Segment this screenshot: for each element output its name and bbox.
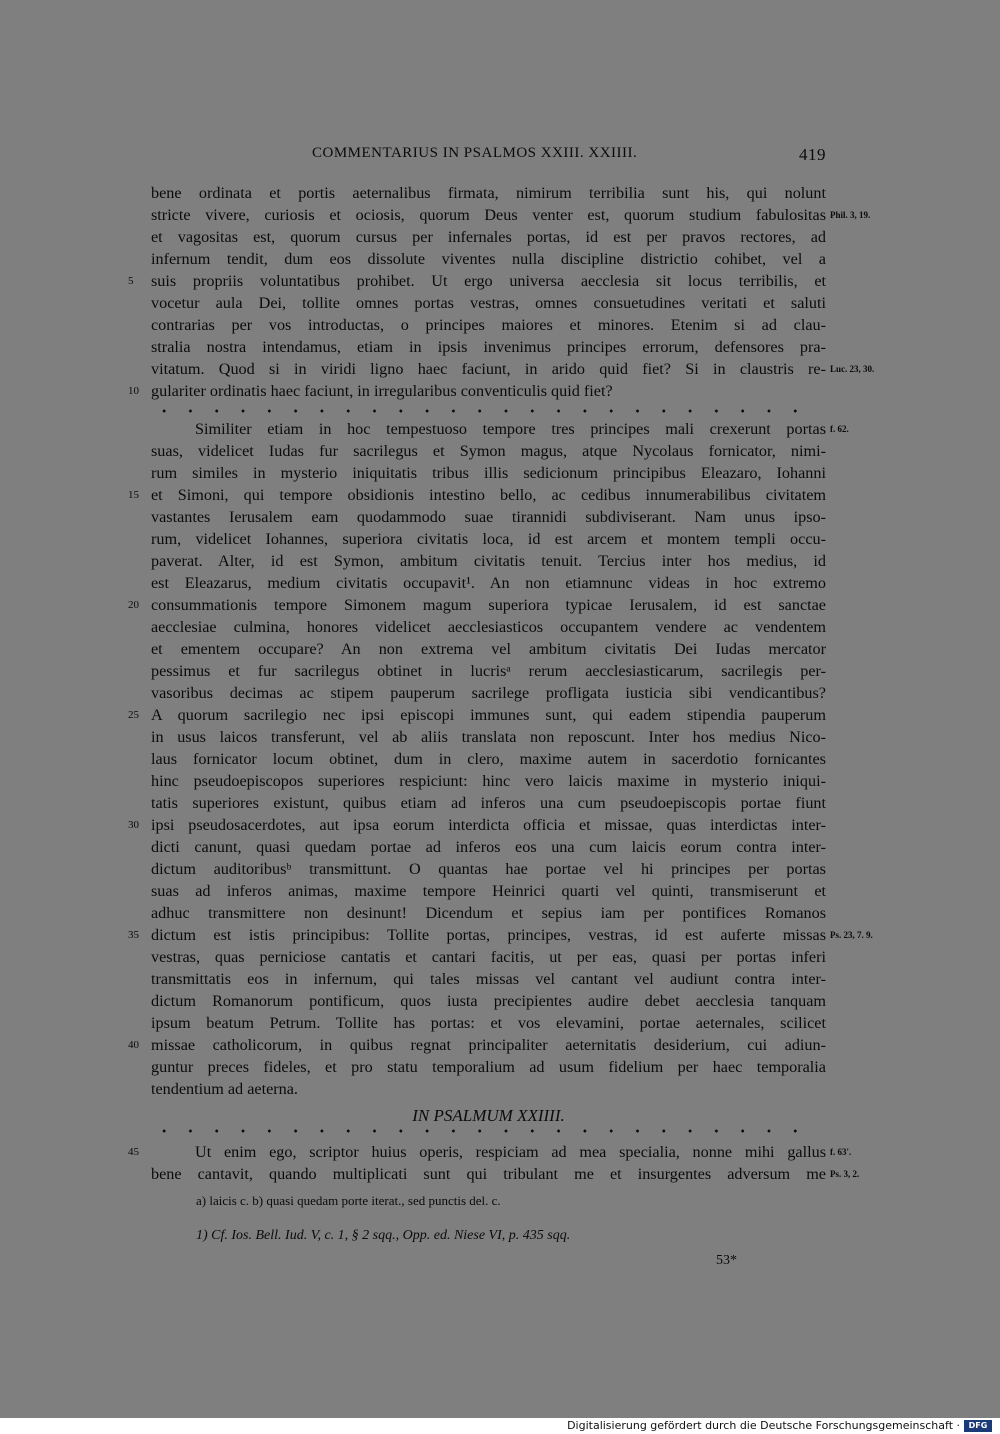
text-line: bene ordinata et portis aeternalibus firmata, nimirum terribilia sunt his, qui nolunt (151, 184, 826, 202)
line-number: 45 (128, 1146, 139, 1158)
text-line: vestras, quas perniciose cantatis et cantari facitis, ut per eas, quasi per portas inferi (151, 948, 826, 966)
text-line: in usus laicos transferunt, vel ab aliis translata non reposcunt. Inter hos medius Nico- (151, 728, 826, 746)
margin-reference: f. 63'. (830, 1147, 852, 1157)
text-line: paverat. Alter, id est Symon, ambitum civitatis tenuit. Tercius inter hos medius, id (151, 552, 826, 570)
omission-dots (151, 1126, 811, 1136)
text-line: Similiter etiam in hoc tempestuoso tempore tres principes mali crexerunt portas (195, 420, 826, 438)
margin-reference: f. 62. (830, 424, 849, 434)
text-line: et vagositas est, quorum cursus per infernales portas, id est per pravos rectores, ad (151, 228, 826, 246)
text-line: infernum tendit, dum eos dissolute viventes nulla discipline districtio cohibet, vel a (151, 250, 826, 268)
text-line: laus fornicator locum obtinet, dum in clero, maxime autem in sacerdotio fornicantes (151, 750, 826, 768)
text-line: rum, videlicet Iohannes, superiora civitatis loca, id est arcem et montem templi occu- (151, 530, 826, 548)
text-line: vitatum. Quod si in viridi ligno haec faciunt, in arido quid fiet? Si in claustris re- (151, 360, 826, 378)
critical-apparatus: a) laicis c. b) quasi quedam porte iterat., sed punctis del. c. (196, 1193, 501, 1208)
line-number: 30 (128, 819, 139, 831)
text-line: dictum Romanorum pontificum, quos iusta precipientes audire debet aecclesia tanquam (151, 992, 826, 1010)
text-line: dictum auditoribusᵇ transmittunt. O quantas hae portae vel hi principes per portas (151, 860, 826, 878)
footer-bar (0, 1418, 1000, 1434)
line-number: 10 (128, 385, 139, 397)
text-line: vasoribus decimas ac stipem pauperum sacrilege profligata iusticia sibi vendicantibus? (151, 684, 826, 702)
text-line: vastantes Ierusalem eam quodammodo suae tirannidi subdiviserant. Nam unus ipso- (151, 508, 826, 526)
text-line: et Simoni, qui tempore obsidionis intestino bello, ac cedibus innumerabilibus civitatem (151, 486, 826, 504)
text-line: stralia nostra intendamus, etiam in ipsis invenimus principes errorum, defensores pra- (151, 338, 826, 356)
margin-reference: Ps. 23, 7. 9. (830, 930, 873, 940)
text-line: et ementem occupare? An non extrema vel ambitum civitatis Dei Iudas mercator (151, 640, 826, 658)
text-line: adhuc transmittere non desinunt! Dicendum et sepius iam per pontifices Romanos (151, 904, 826, 922)
text-line: bene cantavit, quando multiplicati sunt qui tribulant me et insurgentes adversum me (151, 1165, 826, 1183)
text-line: ipsi pseudosacerdotes, aut ipsa eorum interdicta officia et missae, quas interdictas inter- (151, 816, 826, 834)
text-line: consummationis tempore Simonem magum superiora typicae Ierusalem, id est sanctae (151, 596, 826, 614)
signature-mark: 53* (716, 1253, 737, 1268)
margin-reference: Luc. 23, 30. (830, 364, 875, 374)
text-line: dicti canunt, quasi quedam portae ad inferos eos una cum laicis eorum contra inter- (151, 838, 826, 856)
line-number: 15 (128, 489, 139, 501)
text-line: missae catholicorum, in quibus regnat principaliter aeternitatis desiderium, cui adiun- (151, 1036, 826, 1054)
text-line: suis propriis voluntatibus prohibet. Ut ergo universa aecclesia sit locus terribilis, et (151, 272, 826, 290)
text-line: tatis superiores existunt, quibus etiam ad inferos una cum pseudoepiscopis portae fiunt (151, 794, 826, 812)
text-line: A quorum sacrilegio nec ipsi episcopi immunes sunt, qui eadem stipendia pauperum (151, 706, 826, 724)
margin-reference: Phil. 3, 19. (830, 210, 871, 220)
line-number: 5 (128, 275, 134, 287)
text-line: gulariter ordinatis haec faciunt, in irregularibus conventiculis quid fiet? (151, 382, 613, 400)
line-number: 35 (128, 929, 139, 941)
text-line: contrarias per vos introductas, o principes maiores et minores. Etenim si ad clau- (151, 316, 826, 334)
line-number: 25 (128, 709, 139, 721)
text-line-with-italic (151, 359, 826, 381)
text-line: Ut enim ego, scriptor huius operis, respiciam ad mea specialia, nonne mihi gallus (195, 1143, 826, 1161)
line-number: 40 (128, 1039, 139, 1051)
text-line: aecclesiae culmina, honores videlicet aecclesiasticos occupantem vendere ac vendentem (151, 618, 826, 636)
text-line: rum similes in mysterio iniquitatis tribus illis sedicionum principibus Eleazaro, Iohanni (151, 464, 826, 482)
source-footnote: 1) Cf. Ios. Bell. Iud. V, c. 1, § 2 sqq., Opp. ed. Niese VI, p. 435 sqq. (196, 1228, 571, 1243)
dfg-logo: DFG (964, 1420, 992, 1432)
text-line: est Eleazarus, medium civitatis occupavit¹. An non etiamnunc videas in hoc extremo (151, 574, 826, 592)
text-line: stricte vivere, curiosis et ociosis, quorum Deus venter est, quorum studium fabulositas (151, 206, 826, 224)
margin-reference: Ps. 3, 2. (830, 1169, 860, 1179)
text-line: suas ad inferos animas, maxime tempore Heinrici quarti vel quinti, transmiserunt et (151, 882, 826, 900)
footer-credit: Digitalisierung gefördert durch die Deutsche Forschungsgemeinschaft · (567, 1419, 960, 1432)
text-line: guntur preces fideles, et pro statu temporalium ad usum fidelium per haec temporalia (151, 1058, 826, 1076)
text-line: ipsum beatum Petrum. Tollite has portas: et vos elevamini, portae aeternales, scilicet (151, 1014, 826, 1032)
text-line: suas, videlicet Iudas fur sacrilegus et Symon magus, atque Nycolaus fornicator, nimi- (151, 442, 826, 460)
line-number: 20 (128, 599, 139, 611)
section-heading: IN PSALMUM XXIIII. (412, 1106, 565, 1125)
page-number: 419 (799, 145, 826, 164)
text-line: tendentium ad aeterna. (151, 1080, 298, 1098)
text-line: vocetur aula Dei, tollite omnes portas vestras, omnes consuetudines veritati et saluti (151, 294, 826, 312)
text-line: pessimus et fur sacrilegus obtinet in lucrisᵃ rerum aecclesiasticarum, sacrilegis per- (151, 662, 826, 680)
text-line: dictum est istis principibus: Tollite portas, principes, vestras, id est auferte missas (151, 926, 826, 944)
text-line: transmittatis eos in infernum, qui tales missas vel cantant vel audiunt contra inter- (151, 970, 826, 988)
running-title: COMMENTARIUS IN PSALMOS XXIII. XXIIII. (312, 145, 638, 161)
omission-dots (151, 406, 811, 416)
text-line: hinc pseudoepiscopos superiores respiciunt: hinc vero laicis maxime in mysterio iniqui- (151, 772, 826, 790)
